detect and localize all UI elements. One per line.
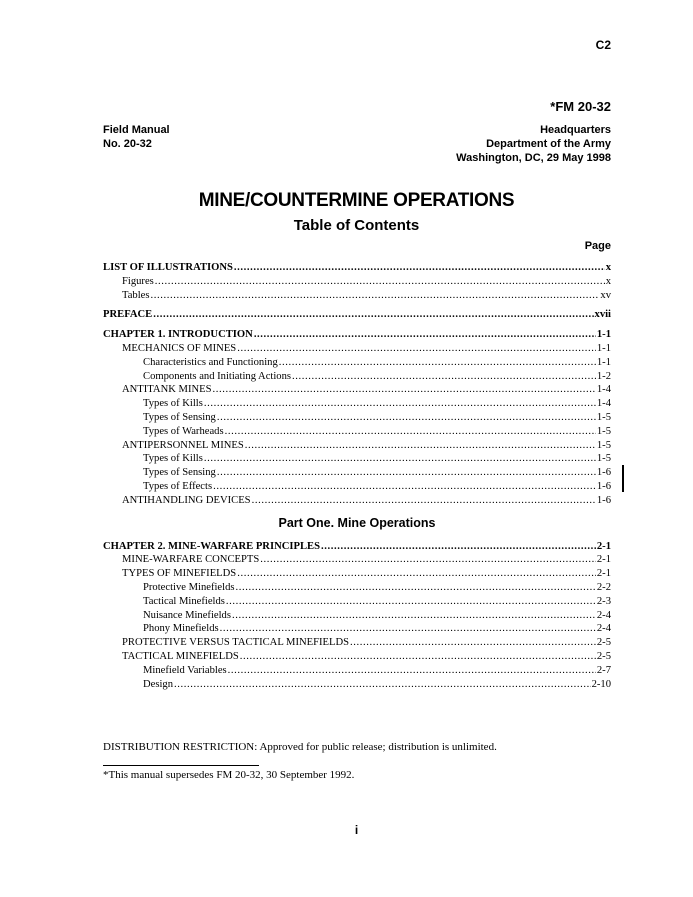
toc-entry[interactable] [103,453,611,467]
toc-entry-chapter-2[interactable] [103,541,611,555]
change-code: C2 [595,38,611,52]
toc-entry-label: Types of Sensing [143,467,216,479]
toc-entry-page: 2-2 [596,581,611,593]
distribution-restriction: DISTRIBUTION RESTRICTION: Approved for public release; distribution is unlimited. [103,741,497,753]
dot-leader [204,453,596,464]
toc-entry[interactable] [103,554,611,568]
dot-leader [151,290,600,301]
dot-leader [155,276,605,287]
toc-entry-page: 1-5 [596,425,611,437]
toc-entry-label: MINE-WARFARE CONCEPTS [122,554,260,566]
dot-leader [225,426,596,437]
toc-entry-label: TACTICAL MINEFIELDS [122,650,239,662]
toc-entry-preface[interactable] [103,309,611,323]
toc-entry-label: Protective Minefields [143,581,235,593]
toc-entry[interactable] [103,610,611,624]
dot-leader [245,440,596,451]
toc-entry[interactable] [103,582,611,596]
table-of-contents [103,262,611,692]
toc-entry-page: 1-5 [596,453,611,465]
toc-entry-page: 1-6 [596,480,611,492]
toc-entry-label: Tactical Minefields [143,595,225,607]
toc-entry[interactable] [103,665,611,679]
dot-leader [236,582,596,593]
toc-entry[interactable] [103,357,611,371]
toc-entry-page: 1-4 [596,398,611,410]
toc-entry-label: Tables [122,289,150,301]
dot-leader [217,412,596,423]
toc-entry-label: ANTIPERSONNEL MINES [122,439,244,451]
toc-entry-page: 1-1 [596,329,611,341]
toc-entry-page: xv [600,289,611,301]
toc-entry-page: 1-1 [596,356,611,368]
toc-entry-label: Types of Effects [143,480,213,492]
toc-entry-label: Components and Initiating Actions [143,370,292,382]
toc-entry[interactable] [103,440,611,454]
footnote-rule [103,765,259,766]
toc-entry[interactable] [103,568,611,582]
toc-entry-tables[interactable] [103,290,611,304]
toc-entry-label: PROTECTIVE VERSUS TACTICAL MINEFIELDS [122,637,350,649]
department-label: Department of the Army [486,138,611,150]
document-title: MINE/COUNTERMINE OPERATIONS [198,190,515,211]
headquarters-label: Headquarters [540,124,611,136]
manual-type: Field Manual [103,124,170,136]
toc-entry-label: Types of Warheads [143,425,224,437]
dot-leader [174,679,591,690]
toc-entry[interactable] [103,481,611,495]
toc-entry-page: 2-5 [596,650,611,662]
toc-entry-page: 2-4 [596,609,611,621]
dot-leader [237,568,596,579]
toc-entry-page: 1-1 [596,342,611,354]
change-bar [622,465,624,492]
toc-entry-label: Figures [122,275,154,287]
toc-entry-chapter-1[interactable] [103,329,611,343]
dot-leader [350,637,596,648]
toc-entry-page: 2-4 [596,623,611,635]
toc-entry-figures[interactable] [103,276,611,290]
dot-leader [321,541,596,552]
fm-number: *FM 20-32 [550,99,611,114]
toc-entry[interactable] [103,679,611,693]
toc-entry-label: PREFACE [103,309,153,321]
toc-entry-page: 1-2 [596,370,611,382]
toc-entry-page: 2-3 [596,595,611,607]
toc-entry-label: Design [143,678,174,690]
page-number: i [354,823,359,837]
toc-entry-page: 1-6 [596,494,611,506]
toc-entry-page: x [605,262,611,273]
dot-leader [217,467,596,478]
toc-entry-page: 1-5 [596,411,611,423]
dot-leader [226,596,596,607]
toc-entry[interactable] [103,637,611,651]
manual-number: No. 20-32 [103,138,152,150]
toc-entry[interactable] [103,495,611,509]
dot-leader [292,371,596,382]
toc-entry[interactable] [103,623,611,637]
toc-entry-label: Types of Kills [143,453,203,465]
toc-entry[interactable] [103,426,611,440]
toc-entry-page: xvii [594,309,611,321]
toc-entry-page: 2-7 [596,664,611,676]
toc-entry-page: 2-1 [596,568,611,580]
dot-leader [252,495,596,506]
toc-entry-label: CHAPTER 2. MINE-WARFARE PRINCIPLES [103,540,320,552]
toc-entry-label: Types of Sensing [143,411,216,423]
dot-leader [204,398,596,409]
toc-entry[interactable] [103,412,611,426]
toc-entry[interactable] [103,371,611,385]
supersession-footnote: *This manual supersedes FM 20-32, 30 September 1992. [103,769,355,781]
toc-entry-page: 2-5 [596,637,611,649]
dot-leader [279,357,596,368]
toc-entry-page: x [605,275,611,287]
toc-entry-page: 1-6 [596,467,611,479]
toc-entry[interactable] [103,467,611,481]
place-date: Washington, DC, 29 May 1998 [456,152,611,164]
dot-leader [232,610,596,621]
toc-entry[interactable] [103,398,611,412]
toc-entry-label: TYPES OF MINEFIELDS [122,568,237,580]
toc-entry-page: 1-5 [596,439,611,451]
issuing-authority [456,123,611,165]
toc-entry[interactable] [103,343,611,357]
toc-entry-label: Types of Kills [143,398,203,410]
dot-leader [240,651,596,662]
toc-entry-page: 1-4 [596,384,611,396]
dot-leader [237,343,596,354]
dot-leader [254,329,596,340]
toc-entry-label: ANTIHANDLING DEVICES [122,494,251,506]
dot-leader [228,665,596,676]
toc-entry-page: 2-1 [596,540,611,552]
toc-entry-label: MECHANICS OF MINES [122,342,237,354]
toc-entry-label: Nuisance Minefields [143,609,231,621]
toc-entry-illustrations[interactable] [103,262,611,276]
toc-entry-label: Phony Minefields [143,623,219,635]
toc-entry-label: ANTITANK MINES [122,384,212,396]
toc-entry-page: 2-1 [596,554,611,566]
toc-entry[interactable] [103,651,611,665]
toc-entry-label: LIST OF ILLUSTRATIONS [103,262,233,273]
dot-leader [234,262,605,273]
toc-title: Table of Contents [293,217,420,234]
toc-entry-page: 2-10 [591,678,611,690]
toc-entry-label: Minefield Variables [143,664,227,676]
page-column-label: Page [584,240,611,252]
part-one-heading: Part One. Mine Operations [278,515,436,530]
toc-entry[interactable] [103,384,611,398]
dot-leader [153,309,593,320]
manual-designation [103,123,170,151]
toc-entry-label: CHAPTER 1. INTRODUCTION [103,329,253,341]
toc-entry[interactable] [103,596,611,610]
toc-entry-label: Characteristics and Functioning [143,356,278,368]
dot-leader [212,384,595,395]
dot-leader [220,623,596,634]
dot-leader [213,481,596,492]
dot-leader [260,554,596,565]
